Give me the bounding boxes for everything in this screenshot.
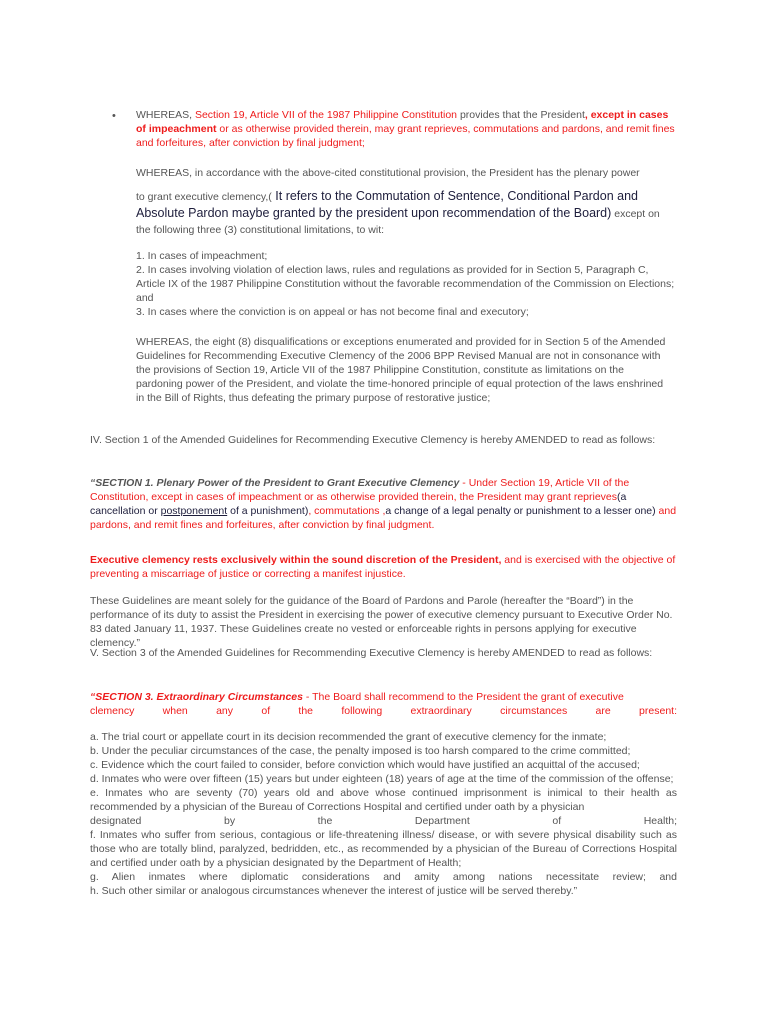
list-item: g. Alien inmates where diplomatic considerations and amity among nations necessitate review; and — [90, 871, 677, 883]
section-1-text — [90, 476, 680, 532]
commutation-definition: a change of a legal penalty or punishment to a lesser one) — [385, 505, 656, 517]
list-item: 2. In cases involving violation of election laws, rules and regulations as provided for in Section 5, Paragraph C, Article IX of the 1987 Philippine Constitution without the favorable recommendation of the Commission on Elections; and — [136, 264, 675, 304]
list-item: d. Inmates who were over fifteen (15) years but under eighteen (18) years of age at the time of the commission of the offense; — [90, 773, 674, 785]
postponement-word: postponement — [160, 505, 228, 517]
clemency-lead: to grant executive clemency,( — [136, 191, 272, 203]
list-item: e. Inmates who are seventy (70) years old and above whose continued imprisonment is inimical to their health as recommended by a physician of the Bureau of Corrections Hospital and certified under oath by a physician — [90, 787, 677, 813]
commutations-word: , commutations , — [308, 505, 386, 517]
reprieve-definition-end: of a punishment) — [227, 505, 309, 517]
clemency-definition: It refers to the Commutation of Sentence, Conditional Pardon and Absolute Pardon maybe granted by the president upon recommendation of the Board) — [136, 189, 638, 220]
discretion-objective: and is exercised with the objective of preventing a miscarriage of justice or correcting a manifest injustice. — [90, 554, 676, 580]
section-3-title: “SECTION 3. Extraordinary Circumstances — [90, 691, 303, 703]
list-item: b. Under the peculiar circumstances of the case, the penalty imposed is too harsh compared to the crime committed; — [90, 745, 631, 757]
circumstances-list — [90, 730, 677, 898]
guidelines-purpose-paragraph: These Guidelines are meant solely for the guidance of the Board of Pardons and Parole (hereafter the “Board”) in the performance of its duty to assist the President in exercising the power of executive clemency pursuant to Executive Order No. 83 dated January 11, 1937. These Guidelines create no vested or enforceable rights in persons applying for executive clemency.” — [90, 595, 673, 649]
bullet-marker: • — [112, 110, 116, 122]
list-item: a. The trial court or appellate court in its decision recommended the grant of executive clemency for the inmate; — [90, 731, 607, 743]
list-item: 1. In cases of impeachment; — [136, 250, 268, 262]
reprieve-definition: (a cancellation or — [90, 491, 627, 517]
section-iv-heading: IV. Section 1 of the Amended Guidelines for Recommending Executive Clemency is hereby AMENDED to read as follows: — [90, 434, 656, 446]
section-3-text — [90, 690, 677, 718]
list-item: c. Evidence which the court failed to consider, before conviction which would have justified an acquittal of the accused; — [90, 759, 640, 771]
president-powers: or as otherwise provided therein, may grant reprieves, commutations and pardons, and remit fines and forfeitures, after conviction by final judgment; — [136, 123, 675, 149]
clemency-discretion-paragraph — [90, 553, 680, 581]
whereas-paragraph-2-line1: WHEREAS, in accordance with the above-cited constitutional provision, the President has the plenary power — [136, 167, 640, 179]
list-item: h. Such other similar or analogous circumstances whenever the interest of justice will be served thereby.” — [90, 885, 578, 897]
section-3-line1 — [90, 690, 677, 704]
list-item: 3. In cases where the conviction is on appeal or has not become final and executory; — [136, 306, 529, 318]
constitution-reference: Section 19, Article VII of the 1987 Philippine Constitution — [194, 109, 458, 121]
whereas-text: provides that the President — [457, 109, 585, 121]
section-3-body: - The Board shall recommend to the President the grant of executive — [303, 691, 624, 703]
whereas-lead: WHEREAS, — [136, 109, 195, 121]
list-item: f. Inmates who suffer from serious, contagious or life-threatening illness/ disease, or with severe physical disability such as those who are totally blind, paralyzed, bedridden, etc., as recommended by a physician of the Bureau of Corrections Hospital and certified under oath by a physician designated by the Department of Health; — [90, 829, 677, 869]
section-3-line2: clemency when any of the following extraordinary circumstances are present: — [90, 705, 677, 717]
section-1-period: t. — [428, 519, 435, 531]
section-1-body: - Under Section 19, Article VII of the Constitution, except in cases of impeachment or as otherwise provided therein, the President may grant reprieves — [90, 477, 630, 503]
section-1-ending: and pardons, and remit fines and forfeitures, after conviction by final judgmen — [90, 505, 677, 531]
discretion-statement: Executive clemency rests exclusively within the sound discretion of the President, — [90, 554, 502, 566]
whereas-paragraph-2 — [136, 188, 676, 238]
whereas-paragraph-1 — [136, 108, 676, 150]
whereas-paragraph-3: WHEREAS, the eight (8) disqualifications or exceptions enumerated and provided for in Section 5 of the Amended Guidelines for Recommending Executive Clemency of the 2006 BPP Revised Manual are not in consonance with the provisions of Section 19, Article VII of the 1987 Philippine Constitution, constitute as limitations on the pardoning power of the President, and violate the time-honored principle of equal protection of the laws enshrined in the Bill of Rights, thus defeating the primary purpose of restorative justice; — [136, 336, 666, 404]
limitations-list — [136, 249, 676, 319]
limitations-intro: except on the following three (3) constitutional limitations, to wit: — [136, 208, 660, 236]
section-v-heading: V. Section 3 of the Amended Guidelines for Recommending Executive Clemency is hereby AMENDED to read as follows: — [90, 647, 653, 659]
impeachment-exception: , except in cases of impeachment — [136, 109, 669, 135]
section-1-title: “SECTION 1. Plenary Power of the President to Grant Executive Clemency — [90, 477, 460, 489]
list-item-continuation: designated by the Department of Health; — [90, 815, 677, 827]
